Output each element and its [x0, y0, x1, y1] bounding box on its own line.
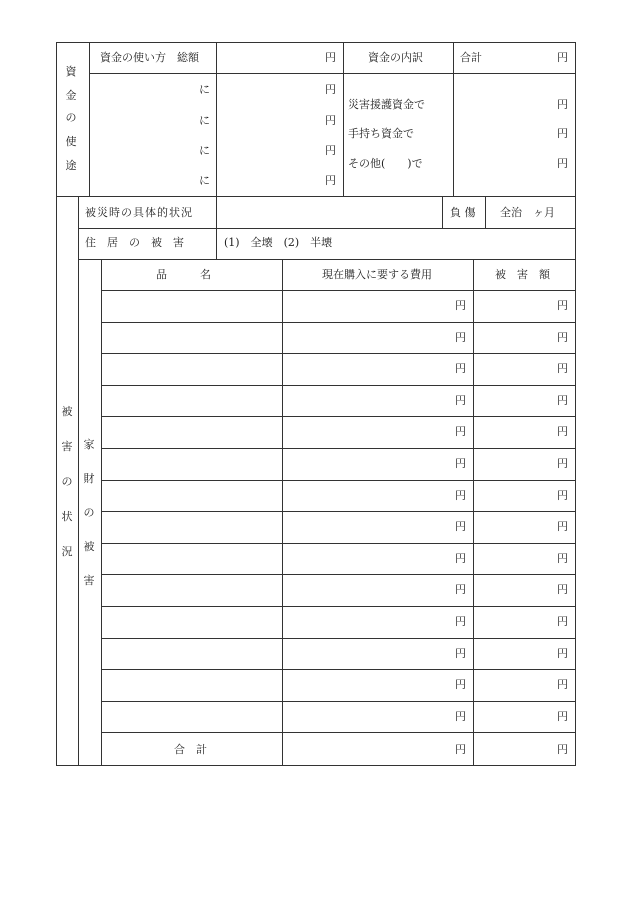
source-other: その他( )で [348, 157, 423, 170]
funds-col2-divider [216, 42, 217, 196]
funds-label-char: 資 [65, 65, 77, 78]
row-amount-yen: 円 [557, 394, 568, 407]
table-row-line [101, 385, 576, 386]
table-row-line [101, 353, 576, 354]
funds-label-char: 使 [65, 135, 77, 148]
table-row-line [101, 511, 576, 512]
funds-col4-divider [453, 42, 454, 196]
row-amount-yen: 円 [557, 678, 568, 691]
status-row-line [78, 228, 576, 229]
row-cost-yen: 円 [455, 647, 466, 660]
usage-amount-yen: 円 [325, 174, 336, 187]
table-row-line [101, 322, 576, 323]
cost-header: 現在購入に要する費用 [322, 268, 432, 281]
usage-ni: に [199, 174, 210, 187]
row-cost-yen: 円 [455, 394, 466, 407]
usage-ni: に [199, 114, 210, 127]
household-label-divider [101, 259, 102, 766]
table-row-line [101, 480, 576, 481]
cost-col-divider [473, 259, 474, 766]
row-cost-yen: 円 [455, 331, 466, 344]
funds-header-line [89, 73, 576, 74]
usage-amount-yen: 円 [325, 114, 336, 127]
table-row-line [101, 669, 576, 670]
damage-label-char: 状 [61, 510, 73, 523]
row-cost-yen: 円 [455, 299, 466, 312]
household-label-char: の [83, 506, 95, 519]
row-cost-yen: 円 [455, 520, 466, 533]
right-border [575, 42, 576, 766]
top-border [56, 42, 576, 43]
table-row-line [101, 574, 576, 575]
funds-label-divider [89, 42, 90, 196]
item-header: 品 名 [156, 268, 211, 281]
household-label-char: 家 [83, 438, 95, 451]
row-amount-yen: 円 [557, 647, 568, 660]
table-row-line [101, 416, 576, 417]
injury-value: 全治 ヶ月 [500, 206, 555, 219]
usage-ni: に [199, 83, 210, 96]
bottom-border [56, 765, 576, 766]
source-yen: 円 [557, 98, 568, 111]
status-divider [216, 196, 217, 260]
row-amount-yen: 円 [557, 299, 568, 312]
specific-status-label: 被災時の具体的状況 [85, 206, 193, 219]
source-yen: 円 [557, 127, 568, 140]
table-row-line [101, 701, 576, 702]
row-amount-yen: 円 [557, 362, 568, 375]
damage-label-char: の [61, 475, 73, 488]
row-cost-yen: 円 [455, 489, 466, 502]
injury-label: 負 傷 [450, 206, 476, 219]
row-cost-yen: 円 [455, 425, 466, 438]
left-border [56, 42, 57, 766]
damage-label-char: 被 [61, 405, 73, 418]
table-row-line [101, 638, 576, 639]
row-cost-yen: 円 [455, 710, 466, 723]
household-label-char: 被 [83, 540, 95, 553]
household-label-char: 財 [83, 472, 95, 485]
row-amount-yen: 円 [557, 552, 568, 565]
household-label-char: 害 [83, 574, 95, 587]
row-amount-yen: 円 [557, 583, 568, 596]
row-amount-yen: 円 [557, 520, 568, 533]
funds-label-char: 金 [65, 89, 77, 102]
damage-label-char: 害 [61, 440, 73, 453]
table-row-line [101, 290, 576, 291]
row-cost-yen: 円 [455, 362, 466, 375]
source-yen: 円 [557, 157, 568, 170]
subtotal-cost-yen: 円 [455, 743, 466, 756]
table-row-line [101, 606, 576, 607]
table-row-line [101, 448, 576, 449]
residence-row-line [78, 259, 576, 260]
item-col-divider [282, 259, 283, 766]
subtotal-amount-yen: 円 [557, 743, 568, 756]
usage-amount-yen: 円 [325, 83, 336, 96]
row-amount-yen: 円 [557, 710, 568, 723]
breakdown-label: 資金の内訳 [368, 51, 423, 64]
row-amount-yen: 円 [557, 425, 568, 438]
source-own-fund: 手持ち資金で [348, 127, 414, 140]
row-cost-yen: 円 [455, 552, 466, 565]
row-amount-yen: 円 [557, 489, 568, 502]
subtotal-label: 合 計 [174, 743, 207, 756]
funds-bottom-line [56, 196, 576, 197]
usage-ni: に [199, 144, 210, 157]
usage-amount-yen: 円 [325, 144, 336, 157]
row-cost-yen: 円 [455, 457, 466, 470]
residence-options: (1) 全壊 (2) 半壊 [224, 236, 333, 249]
row-cost-yen: 円 [455, 615, 466, 628]
row-amount-yen: 円 [557, 331, 568, 344]
funds-label-char: 途 [65, 159, 77, 172]
row-cost-yen: 円 [455, 583, 466, 596]
funds-label-char: の [65, 111, 77, 124]
row-amount-yen: 円 [557, 457, 568, 470]
damage-label-divider [78, 196, 79, 766]
injury-divider-right [485, 196, 486, 228]
table-row-line [101, 543, 576, 544]
funds-col3-divider [343, 42, 344, 196]
row-cost-yen: 円 [455, 678, 466, 691]
row-amount-yen: 円 [557, 615, 568, 628]
usage-total-yen: 円 [325, 51, 336, 64]
total-yen: 円 [557, 51, 568, 64]
damage-label-char: 況 [61, 545, 73, 558]
usage-total-label: 資金の使い方 総額 [100, 51, 199, 64]
amount-header: 被 害 額 [495, 268, 550, 281]
total-label: 合計 [460, 51, 482, 64]
table-row-line [101, 732, 576, 733]
residence-label: 住 居 の 被 害 [85, 236, 184, 249]
source-relief-fund: 災害援護資金で [348, 98, 425, 111]
injury-divider-left [442, 196, 443, 228]
